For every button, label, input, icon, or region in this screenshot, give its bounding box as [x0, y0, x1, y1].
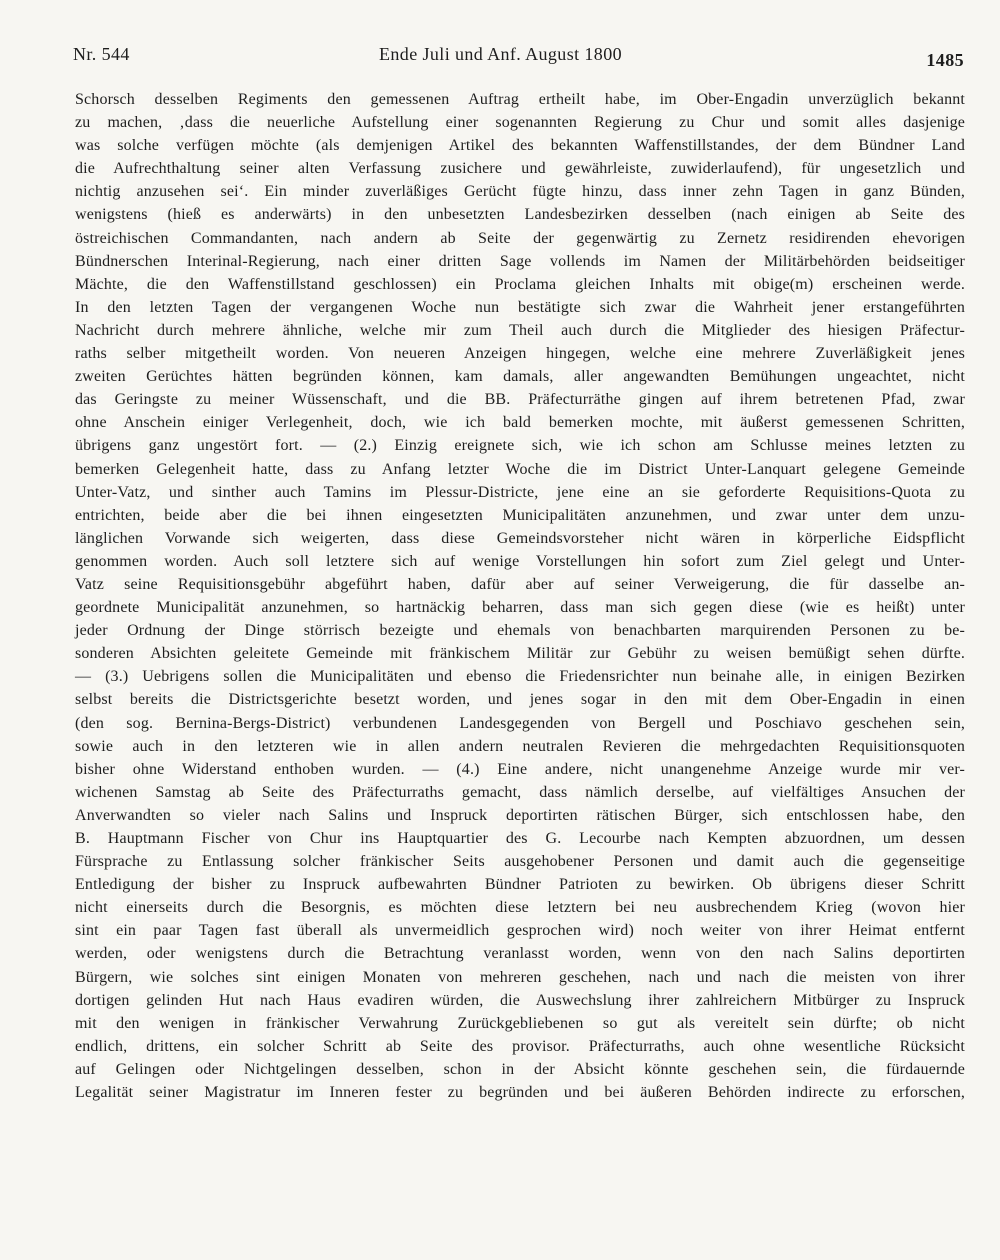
text-line: auf Gelingen oder Nichtgelingen desselben, schon in der Absicht könnte geschehen sein, die fürdauernde	[75, 1060, 965, 1078]
text-line: wenigstens (hieß es anderwärts) in den unbesetzten Landesbezirken desselben (nach einigen ab Seite des	[75, 206, 965, 224]
text-line: Legalität seiner Magistratur im Inneren fester zu begründen und bei äußeren Behörden indirecte zu erforschen,	[75, 1084, 965, 1102]
text-line: In den letzten Tagen der vergangenen Woche nun bestätigte sich zwar die Wahrheit jener erstangeführten	[75, 298, 965, 316]
text-line: — (3.) Uebrigens sollen die Municipalitäten und ebenso die Friedensrichter nun beinahe alle, in einigen Bezirken	[75, 668, 965, 686]
document-number: Nr. 544	[73, 44, 130, 64]
text-line: bisher ohne Widerstand enthoben wurden. — (4.) Eine andere, nicht unangenehme Anzeige wurde mir ver-	[75, 760, 965, 778]
text-line: Vatz seine Requisitionsgebühr abgeführt haben, dafür aber auf seiner Verweigerung, die für dasselbe an-	[75, 575, 965, 593]
text-line: dortigen gelinden Hut nach Haus evadiren würden, die Auswechslung ihrer zahlreichern Mitbürger zu Inspruck	[75, 991, 965, 1009]
page-header	[73, 44, 964, 74]
text-line: Bündnerschen Interinal-Regierung, nach einer dritten Sage vollends im Namen der Militärbehörden beidseitiger	[75, 252, 965, 270]
text-line	[75, 1104, 965, 1127]
text-line: Mächte, die den Waffenstillstand geschlossen) ein Proclama gleichen Inhalts mit obige(m) erscheinen werde.	[75, 275, 965, 293]
text-line: übrigens ganz ungestört fort. — (2.) Einzig ereignete sich, wie ich schon am Schlusse meines letzten zu	[75, 437, 965, 455]
text-line: ohne Anschein einiger Verlegenheit, doch, wie ich bald bemerken mochte, mit äußerst gemessenen Schritten,	[75, 414, 965, 432]
text-line: werden, oder wenigstens durch die Betrachtung veranlasst worden, wenn von den nach Salins deportirten	[75, 945, 965, 963]
text-line: das Geringste zu meiner Wüssenschaft, und die BB. Präfecturräthe gingen auf ihrem betretenen Pfad, zwar	[75, 391, 965, 409]
text-line: nichtig anzusehen sei‘. Ein minder zuverläßiges Gerücht fügte hinzu, dass inner zehn Tagen in ganz Bünden,	[75, 183, 965, 201]
text-line: was solche verfügen möchte (als demjenigen Artikel des bekannten Waffenstillstandes, der dem Bündner Land	[75, 137, 965, 155]
text-line: östreichischen Commandanten, nach andern ab Seite der gegenwärtig zu Zernetz residirenden ehevorigen	[75, 229, 965, 247]
text-line: die Aufrechthaltung seiner alten Verfassung zusichere und gewährleiste, zuwiderlaufend), für ungesetzlich und	[75, 160, 965, 178]
text-line: B. Hauptmann Fischer von Chur ins Hauptquartier des G. Lecourbe nach Kempten abzuordnen, um dessen	[75, 830, 965, 847]
text-line: (den sog. Bernina-Bergs-District) verbundenen Landesgegenden von Bergell und Poschiavo geschehen sein,	[75, 714, 965, 732]
body-text	[75, 88, 965, 1127]
text-line: jeder Ordnung der Dinge störrisch bezeigte und ehemals von benachbarten marquirenden Personen zu be-	[75, 622, 965, 640]
text-line: nicht einerseits durch die Besorgnis, es möchten diese letztern bei neu ausbrechendem Krieg (wovon hier	[75, 899, 965, 917]
text-line: bemerken Gelegenheit hatte, dass zu Anfang letzter Woche die im District Unter-Lanquart gelegene Gemeinde	[75, 460, 965, 478]
text-line: Anverwandten so vieler nach Salins und Inspruck deportirten rätischen Bürger, sich entschlossen habe, den	[75, 806, 965, 824]
text-line: zweiten Gerüchtes hätten begründen können, kam damals, aller angewandten Bemühungen ungeachtet, nicht	[75, 368, 965, 386]
text-line: endlich, drittens, ein solcher Schritt ab Seite des provisor. Präfecturraths, auch ohne wesentliche Rücksicht	[75, 1037, 965, 1055]
text-line: entrichten, beide aber die bei ihnen eingesetzten Municipalitäten anzunehmen, und zwar unter dem unzu-	[75, 506, 965, 524]
text-line: sonderen Absichten geleitete Gemeinde mit fränkischem Militär zur Gebühr zu weisen bemüßigt sehen dürfte.	[75, 645, 965, 663]
text-line: genommen worden. Auch soll letztere sich auf wenige Vorstellungen hin sofort zum Ziel gelegt und Unter-	[75, 552, 965, 570]
text-line: wichenen Samstag ab Seite des Präfecturraths gemacht, dass nämlich derselbe, auf vielfältiges Ansuchen der	[75, 783, 965, 801]
text-line: sowie auch in den letzteren wie in allen andern neutralen Revieren die mehrgedachten Requisitionsquoten	[75, 737, 965, 755]
text-line: länglichen Vorwande sich weigerten, dass diese Gemeindsvorsteher nicht wären in körperliche Eidspflicht	[75, 529, 965, 547]
text-line: sint ein paar Tagen fast überall als unvermeidlich gesprochen wird) noch weiter von ihrer Heimat entfernt	[75, 922, 965, 940]
text-line: Bürgern, wie solches sint einigen Monaten von mehreren geschehen, nach und nach die meisten von ihrer	[75, 968, 965, 986]
text-line: Nachricht durch mehrere ähnliche, welche mir zum Theil auch durch die Mitglieder des hiesigen Präfectur-	[75, 321, 965, 339]
text-line: raths selber mitgetheilt worden. Von neueren Anzeigen hingegen, welche eine mehrere Zuverläßigkeit jenes	[75, 345, 965, 363]
text-line: Schorsch desselben Regiments den gemessenen Auftrag ertheilt habe, im Ober-Engadin unverzüglich bekannt	[75, 91, 965, 108]
running-title: Ende Juli und Anf. August 1800	[379, 44, 623, 64]
text-line: geordnete Municipalität anzunehmen, so hartnäckig beharren, dass man sich gegen diese (wie es heißt) unter	[75, 599, 965, 617]
text-line: Unter-Vatz, und sinther auch Tamins im Plessur-Districte, jene eine an sie geforderte Requisitions-Quota zu	[75, 483, 965, 501]
text-line: Fürsprache zu Entlassung solcher fränkischer Seits ausgehobener Personen und damit auch die gegenseitige	[75, 853, 965, 871]
text-line: selbst bereits die Districtsgerichte besetzt worden, und jenes sogar in den mit dem Ober-Engadin in einen	[75, 691, 965, 709]
text-line: mit den wenigen in fränkischer Verwahrung Zurückgebliebenen so gut als vereitelt sein dürfte; ob nicht	[75, 1014, 965, 1032]
text-line: zu machen, ‚dass die neuerliche Aufstellung einer sogenannten Regierung zu Chur und somit alles dasjenige	[75, 114, 965, 132]
page-number: 1485	[926, 50, 964, 70]
text-line: Entledigung der bisher zu Inspruck aufbewahrten Bündner Patrioten zu bewirken. Ob übrigens dieser Schritt	[75, 876, 965, 894]
